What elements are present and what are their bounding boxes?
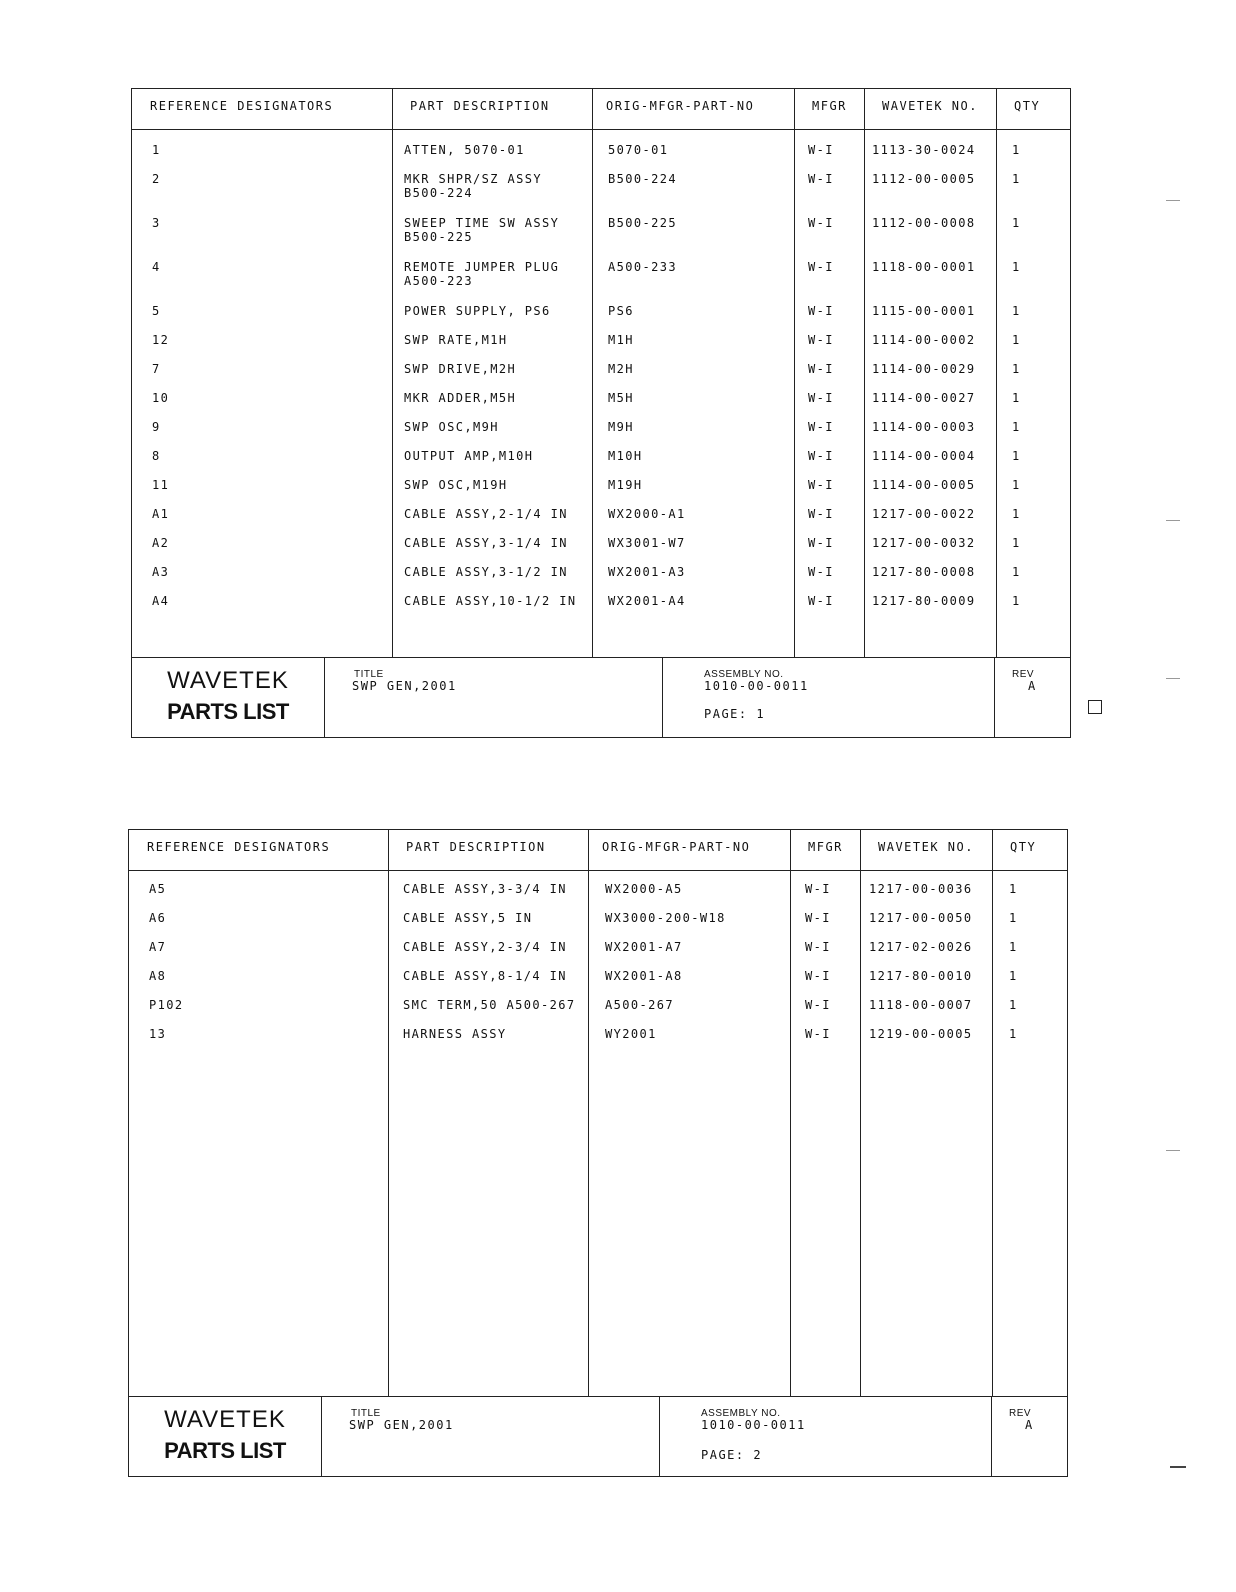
ref-designator: A7 — [149, 940, 167, 954]
wavetek-no: 1217-80-0009 — [872, 594, 976, 608]
orig-mfgr-part-no: B500-224 — [608, 172, 677, 186]
wavetek-brand — [129, 1406, 321, 1464]
part-description-line: CABLE ASSY,3-1/4 IN — [404, 536, 568, 550]
footer-divider-v — [662, 657, 663, 737]
rev-label: REV — [1012, 669, 1035, 680]
wavetek-no: 1118-00-0007 — [869, 998, 973, 1012]
qty: 1 — [1012, 216, 1021, 230]
mfgr: W-I — [805, 969, 831, 983]
header-orig-mfgr-part-no: ORIG-MFGR-PART-NO — [606, 99, 755, 113]
wavetek-no: 1115-00-0001 — [872, 304, 976, 318]
orig-mfgr-part-no: M2H — [608, 362, 634, 376]
table-row — [129, 940, 1067, 969]
table-row — [132, 216, 1070, 245]
qty: 1 — [1012, 172, 1021, 186]
wavetek-no: 1114-00-0029 — [872, 362, 976, 376]
part-description — [404, 143, 525, 157]
part-description-line: SWP DRIVE,M2H — [404, 362, 517, 376]
part-description — [404, 333, 508, 347]
part-description — [404, 172, 542, 200]
orig-mfgr-part-no: WX2001-A8 — [605, 969, 683, 983]
qty: 1 — [1009, 911, 1018, 925]
part-description-line: B500-224 — [404, 186, 473, 200]
mfgr: W-I — [808, 420, 834, 434]
mfgr: W-I — [808, 565, 834, 579]
footer-divider-v — [994, 657, 995, 737]
part-description — [404, 391, 516, 405]
table-row — [129, 1027, 1067, 1056]
mfgr: W-I — [808, 172, 834, 186]
orig-mfgr-part-no: M9H — [608, 420, 634, 434]
table-row — [129, 998, 1067, 1027]
qty: 1 — [1012, 478, 1021, 492]
part-description-line: SWP RATE,M1H — [404, 333, 508, 347]
table-row — [132, 420, 1070, 449]
header-reference-designators: REFERENCE DESIGNATORS — [150, 99, 334, 113]
margin-checkbox-mark — [1088, 700, 1102, 714]
part-description-line: CABLE ASSY,2-3/4 IN — [403, 940, 567, 954]
header-part-description: PART DESCRIPTION — [410, 99, 550, 113]
ref-designator: 7 — [152, 362, 161, 376]
title-label: TITLE — [354, 669, 384, 680]
part-description — [404, 536, 568, 550]
part-description-line: CABLE ASSY,8-1/4 IN — [403, 969, 567, 983]
title-value: SWP GEN,2001 — [349, 1418, 454, 1432]
part-description — [404, 216, 559, 244]
mfgr: W-I — [808, 478, 834, 492]
ref-designator: 9 — [152, 420, 161, 434]
page-number: PAGE: 1 — [704, 707, 766, 721]
part-description-line: ATTEN, 5070-01 — [404, 143, 525, 157]
wavetek-no: 1114-00-0027 — [872, 391, 976, 405]
header-wavetek-no: WAVETEK NO. — [878, 840, 974, 854]
table-row — [129, 882, 1067, 911]
table-row — [129, 969, 1067, 998]
wavetek-no: 1114-00-0005 — [872, 478, 976, 492]
rev-value: A — [1028, 679, 1037, 693]
assembly-no-label: ASSEMBLY NO. — [701, 1408, 781, 1419]
wavetek-logo: WAVETEK — [164, 1406, 286, 1433]
part-description — [404, 507, 568, 521]
ref-designator: A4 — [152, 594, 170, 608]
part-description-line: MKR ADDER,M5H — [404, 391, 517, 405]
ref-designator: 11 — [152, 478, 170, 492]
scan-edge-mark — [1166, 520, 1180, 521]
mfgr: W-I — [808, 594, 834, 608]
ref-designator: A3 — [152, 565, 170, 579]
mfgr: W-I — [808, 536, 834, 550]
qty: 1 — [1012, 594, 1021, 608]
part-description-line: CABLE ASSY,10-1/2 IN — [404, 594, 577, 608]
scan-edge-mark — [1170, 1466, 1186, 1468]
table-row — [132, 536, 1070, 565]
part-description — [404, 304, 551, 318]
mfgr: W-I — [805, 1027, 831, 1041]
table-row — [132, 172, 1070, 201]
header-divider — [132, 129, 1070, 130]
mfgr: W-I — [808, 216, 834, 230]
ref-designator: A5 — [149, 882, 167, 896]
qty: 1 — [1012, 536, 1021, 550]
header-mfgr: MFGR — [812, 99, 847, 113]
assembly-no-value: 1010-00-0011 — [701, 1418, 806, 1432]
qty: 1 — [1012, 333, 1021, 347]
orig-mfgr-part-no: 5070-01 — [608, 143, 669, 157]
part-description-line: SWP OSC,M19H — [404, 478, 508, 492]
part-description — [403, 911, 532, 925]
qty: 1 — [1012, 565, 1021, 579]
wavetek-no: 1112-00-0008 — [872, 216, 976, 230]
part-description-line: OUTPUT AMP,M10H — [404, 449, 534, 463]
mfgr: W-I — [808, 507, 834, 521]
header-orig-mfgr-part-no: ORIG-MFGR-PART-NO — [602, 840, 751, 854]
mfgr: W-I — [808, 260, 834, 274]
parts-list-heading: PARTS LIST — [164, 1438, 286, 1463]
scan-edge-mark — [1166, 200, 1180, 201]
table-row — [132, 565, 1070, 594]
qty: 1 — [1012, 304, 1021, 318]
ref-designator: A2 — [152, 536, 170, 550]
wavetek-logo: WAVETEK — [167, 667, 289, 694]
footer-divider-v — [659, 1396, 660, 1476]
mfgr: W-I — [805, 940, 831, 954]
orig-mfgr-part-no: M5H — [608, 391, 634, 405]
page-number: PAGE: 2 — [701, 1448, 763, 1462]
part-description-line: SMC TERM,50 A500-267 — [403, 998, 576, 1012]
footer-divider-v — [324, 657, 325, 737]
rev-label: REV — [1009, 1408, 1032, 1419]
qty: 1 — [1009, 1027, 1018, 1041]
wavetek-no: 1217-00-0022 — [872, 507, 976, 521]
footer-divider — [129, 1396, 1067, 1397]
orig-mfgr-part-no: A500-267 — [605, 998, 674, 1012]
orig-mfgr-part-no: WY2001 — [605, 1027, 657, 1041]
part-description — [404, 594, 577, 608]
table-row — [132, 449, 1070, 478]
wavetek-no: 1217-00-0036 — [869, 882, 973, 896]
mfgr: W-I — [808, 143, 834, 157]
assembly-no-value: 1010-00-0011 — [704, 679, 809, 693]
mfgr: W-I — [805, 882, 831, 896]
mfgr: W-I — [808, 362, 834, 376]
qty: 1 — [1012, 362, 1021, 376]
mfgr: W-I — [808, 333, 834, 347]
part-description — [404, 478, 508, 492]
orig-mfgr-part-no: WX3000-200-W18 — [605, 911, 726, 925]
qty: 1 — [1012, 449, 1021, 463]
ref-designator: P102 — [149, 998, 184, 1012]
ref-designator: 4 — [152, 260, 161, 274]
header-divider — [129, 870, 1067, 871]
wavetek-no: 1114-00-0003 — [872, 420, 976, 434]
wavetek-no: 1217-00-0032 — [872, 536, 976, 550]
mfgr: W-I — [808, 449, 834, 463]
wavetek-no: 1217-00-0050 — [869, 911, 973, 925]
table-row — [132, 304, 1070, 333]
qty: 1 — [1012, 420, 1021, 434]
table-row — [132, 143, 1070, 172]
orig-mfgr-part-no: M10H — [608, 449, 643, 463]
footer-divider — [132, 657, 1070, 658]
ref-designator: 12 — [152, 333, 170, 347]
part-description — [403, 998, 576, 1012]
part-description-line: SWEEP TIME SW ASSY — [404, 216, 560, 230]
table-row — [132, 391, 1070, 420]
footer-divider-v — [991, 1396, 992, 1476]
qty: 1 — [1012, 391, 1021, 405]
ref-designator: A6 — [149, 911, 167, 925]
part-description — [404, 420, 499, 434]
wavetek-no: 1113-30-0024 — [872, 143, 976, 157]
mfgr: W-I — [805, 998, 831, 1012]
wavetek-no: 1114-00-0004 — [872, 449, 976, 463]
header-mfgr: MFGR — [808, 840, 843, 854]
orig-mfgr-part-no: M19H — [608, 478, 643, 492]
scan-edge-mark — [1166, 678, 1180, 679]
part-description-line: CABLE ASSY,2-1/4 IN — [404, 507, 568, 521]
part-description — [403, 1027, 507, 1041]
qty: 1 — [1012, 143, 1021, 157]
ref-designator: 13 — [149, 1027, 167, 1041]
qty: 1 — [1009, 940, 1018, 954]
title-label: TITLE — [351, 1408, 381, 1419]
ref-designator: A8 — [149, 969, 167, 983]
ref-designator: 5 — [152, 304, 161, 318]
assembly-no-label: ASSEMBLY NO. — [704, 669, 784, 680]
wavetek-no: 1114-00-0002 — [872, 333, 976, 347]
part-description-line: HARNESS ASSY — [403, 1027, 507, 1041]
rev-value: A — [1025, 1418, 1034, 1432]
table-row — [132, 507, 1070, 536]
part-description-line: POWER SUPPLY, PS6 — [404, 304, 551, 318]
orig-mfgr-part-no: WX2000-A5 — [605, 882, 683, 896]
ref-designator: 3 — [152, 216, 161, 230]
table-row — [132, 362, 1070, 391]
title-value: SWP GEN,2001 — [352, 679, 457, 693]
ref-designator: 8 — [152, 449, 161, 463]
part-description-line: SWP OSC,M9H — [404, 420, 499, 434]
ref-designator: 10 — [152, 391, 170, 405]
orig-mfgr-part-no: PS6 — [608, 304, 634, 318]
table-row — [129, 911, 1067, 940]
table-row — [132, 333, 1070, 362]
footer-divider-v — [321, 1396, 322, 1476]
orig-mfgr-part-no: A500-233 — [608, 260, 677, 274]
part-description — [403, 940, 567, 954]
qty: 1 — [1012, 507, 1021, 521]
part-description-line: CABLE ASSY,5 IN — [403, 911, 533, 925]
part-description — [403, 882, 567, 896]
header-wavetek-no: WAVETEK NO. — [882, 99, 978, 113]
parts-list-sheet-1 — [131, 88, 1071, 738]
orig-mfgr-part-no: M1H — [608, 333, 634, 347]
header-qty: QTY — [1014, 99, 1041, 113]
wavetek-no: 1217-80-0008 — [872, 565, 976, 579]
part-description — [403, 969, 567, 983]
part-description-line: B500-225 — [404, 230, 473, 244]
table-row — [132, 260, 1070, 289]
mfgr: W-I — [808, 304, 834, 318]
wavetek-no: 1219-00-0005 — [869, 1027, 973, 1041]
qty: 1 — [1009, 882, 1018, 896]
orig-mfgr-part-no: WX3001-W7 — [608, 536, 686, 550]
table-row — [132, 594, 1070, 623]
part-description — [404, 362, 516, 376]
wavetek-no: 1112-00-0005 — [872, 172, 976, 186]
mfgr: W-I — [805, 911, 831, 925]
orig-mfgr-part-no: WX2000-A1 — [608, 507, 686, 521]
header-reference-designators: REFERENCE DESIGNATORS — [147, 840, 331, 854]
qty: 1 — [1012, 260, 1021, 274]
mfgr: W-I — [808, 391, 834, 405]
ref-designator: 2 — [152, 172, 161, 186]
part-description-line: A500-223 — [404, 274, 473, 288]
ref-designator: 1 — [152, 143, 161, 157]
scan-edge-mark — [1166, 1150, 1180, 1151]
wavetek-brand — [132, 667, 324, 725]
qty: 1 — [1009, 969, 1018, 983]
wavetek-no: 1217-80-0010 — [869, 969, 973, 983]
qty: 1 — [1009, 998, 1018, 1012]
parts-list-heading: PARTS LIST — [167, 699, 289, 724]
orig-mfgr-part-no: WX2001-A3 — [608, 565, 686, 579]
orig-mfgr-part-no: B500-225 — [608, 216, 677, 230]
orig-mfgr-part-no: WX2001-A4 — [608, 594, 686, 608]
part-description-line: CABLE ASSY,3-3/4 IN — [403, 882, 567, 896]
parts-list-sheet-2 — [128, 829, 1068, 1477]
wavetek-no: 1217-02-0026 — [869, 940, 973, 954]
part-description — [404, 565, 568, 579]
wavetek-no: 1118-00-0001 — [872, 260, 976, 274]
part-description-line: REMOTE JUMPER PLUG — [404, 260, 560, 274]
part-description-line: MKR SHPR/SZ ASSY — [404, 172, 542, 186]
ref-designator: A1 — [152, 507, 170, 521]
header-part-description: PART DESCRIPTION — [406, 840, 546, 854]
part-description-line: CABLE ASSY,3-1/2 IN — [404, 565, 568, 579]
part-description — [404, 449, 533, 463]
table-row — [132, 478, 1070, 507]
header-qty: QTY — [1010, 840, 1037, 854]
orig-mfgr-part-no: WX2001-A7 — [605, 940, 683, 954]
part-description — [404, 260, 559, 288]
